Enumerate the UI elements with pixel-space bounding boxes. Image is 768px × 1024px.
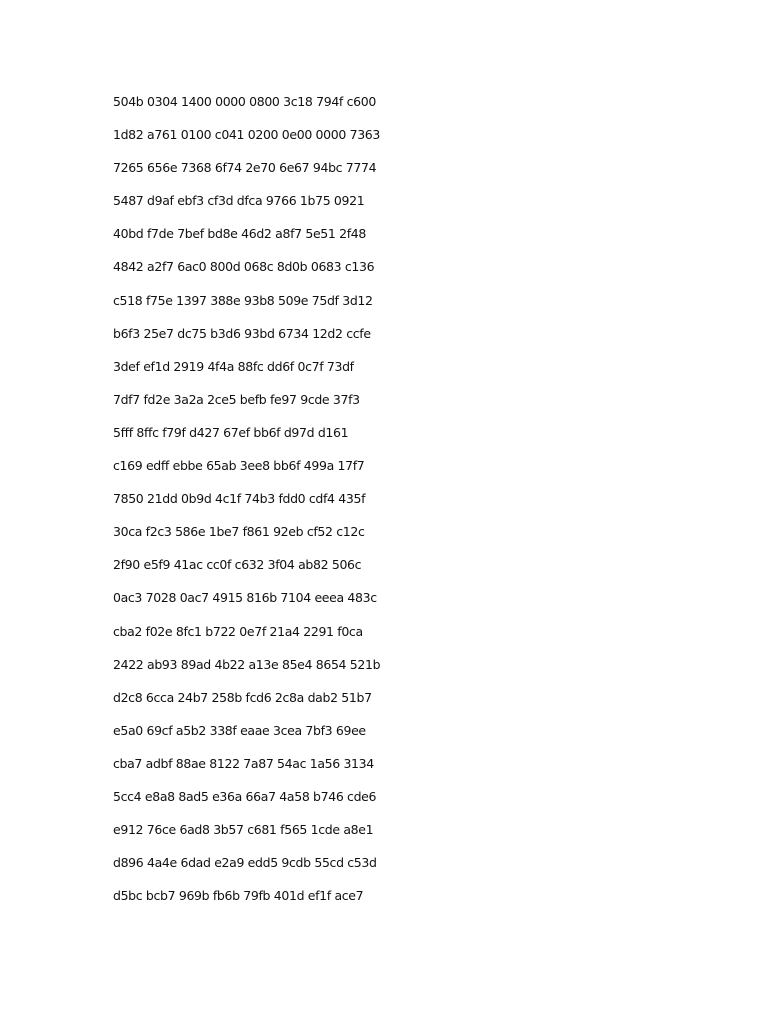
- hex-line: 30ca f2c3 586e 1be7 f861 92eb cf52 c12c: [113, 524, 365, 540]
- hex-line: 5fff 8ffc f79f d427 67ef bb6f d97d d161: [113, 424, 349, 440]
- hex-line: b6f3 25e7 dc75 b3d6 93bd 6734 12d2 ccfe: [113, 325, 371, 341]
- hex-line: cba2 f02e 8fc1 b722 0e7f 21a4 2291 f0ca: [113, 623, 363, 639]
- hex-line: 7df7 fd2e 3a2a 2ce5 befb fe97 9cde 37f3: [113, 391, 360, 407]
- hex-line: 1d82 a761 0100 c041 0200 0e00 0000 7363: [113, 127, 381, 143]
- hex-line: e912 76ce 6ad8 3b57 c681 f565 1cde a8e1: [113, 822, 374, 838]
- hex-line: 4842 a2f7 6ac0 800d 068c 8d0b 0683 c136: [113, 259, 375, 275]
- hex-line: d896 4a4e 6dad e2a9 edd5 9cdb 55cd c53d: [113, 855, 377, 871]
- hex-line: d5bc bcb7 969b fb6b 79fb 401d ef1f ace7: [113, 888, 364, 904]
- hex-line: 504b 0304 1400 0000 0800 3c18 794f c600: [113, 94, 376, 109]
- hex-line: 3def ef1d 2919 4f4a 88fc dd6f 0c7f 73df: [113, 358, 354, 374]
- hex-line: 2f90 e5f9 41ac cc0f c632 3f04 ab82 506c: [113, 557, 362, 573]
- hex-line: e5a0 69cf a5b2 338f eaae 3cea 7bf3 69ee: [113, 722, 366, 738]
- hex-line: 40bd f7de 7bef bd8e 46d2 a8f7 5e51 2f48: [113, 226, 366, 242]
- hex-line: d2c8 6cca 24b7 258b fcd6 2c8a dab2 51b7: [113, 689, 372, 705]
- hex-line: 2422 ab93 89ad 4b22 a13e 85e4 8654 521b: [113, 656, 381, 672]
- hex-line: 5cc4 e8a8 8ad5 e36a 66a7 4a58 b746 cde6: [113, 788, 377, 804]
- hex-line: c169 edff ebbe 65ab 3ee8 bb6f 499a 17f7: [113, 458, 365, 474]
- hex-line: 5487 d9af ebf3 cf3d dfca 9766 1b75 0921: [113, 193, 365, 209]
- hex-line: cba7 adbf 88ae 8122 7a87 54ac 1a56 3134: [113, 755, 374, 771]
- hex-line: 7265 656e 7368 6f74 2e70 6e67 94bc 7774: [113, 160, 377, 176]
- hex-line: 7850 21dd 0b9d 4c1f 74b3 fdd0 cdf4 435f: [113, 491, 366, 507]
- hex-line: c518 f75e 1397 388e 93b8 509e 75df 3d12: [113, 292, 373, 308]
- hex-line: 0ac3 7028 0ac7 4915 816b 7104 eeea 483c: [113, 590, 377, 606]
- hex-dump-text: [113, 92, 380, 919]
